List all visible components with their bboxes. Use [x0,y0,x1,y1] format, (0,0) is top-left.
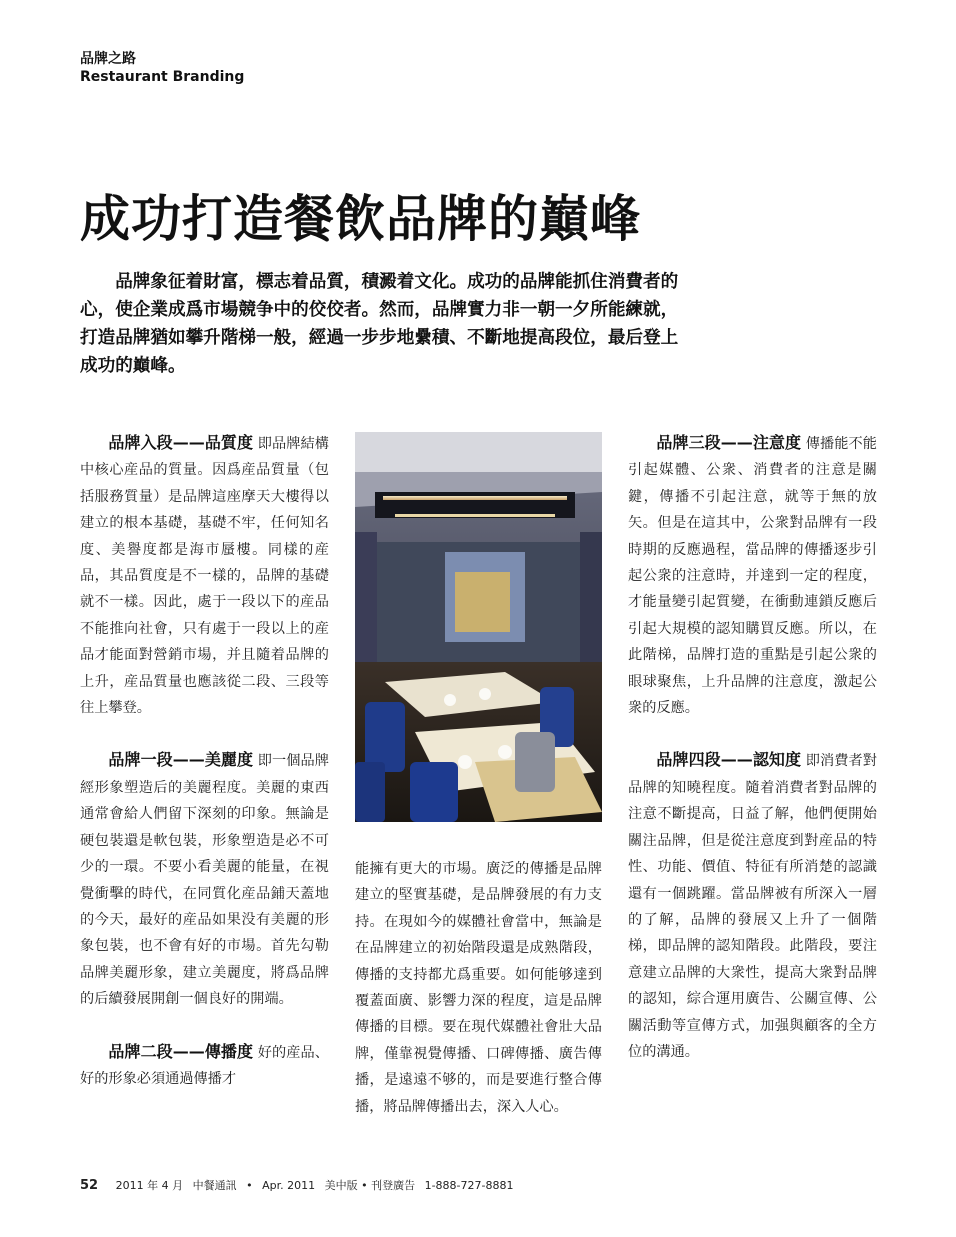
section-label-en: Restaurant Branding [80,69,245,85]
section-attention-body: 傳播能不能引起媒體、公衆、消費者的注意是關鍵，傳播不引起注意，就等于無的放矢。但是在這其中，公衆對品牌有一段時期的反應過程，當品牌的傳播逐步引起公衆的注意時，并達到一定的程度，才能量變引起質變，在衝動連鎖反應后引起大規模的認知購買反應。所以，在此階梯，品牌打造的重點是引起公衆的眼球聚焦，上升品牌的注意度，激起公衆的反應。 [628,436,877,717]
section-spread-body-mid: 能擁有更大的市場。廣泛的傳播是品牌建立的堅實基礎，是品牌發展的有力支持。在現如今的媒體社會當中，無論是在品牌建立的初始階段還是成熟階段，傳播的支持都尤爲重要。如何能够達到覆蓋面廣、影響力深的程度，這是品牌傳播的目標。要在現代媒體社會壯大品牌，僅靠視覺傳播、口碑傳播、廣告傳播，是遠遠不够的，而是要進行整合傳播，將品牌傳播出去，深入人心。 [355,861,602,1115]
section-beauty-heading: 品牌一段——美麗度 [108,750,254,770]
restaurant-interior-image [355,432,602,822]
footer-date-en: Apr. 2011 [262,1179,316,1192]
middle-column [355,856,602,1120]
section-quality-body: 即品牌結構中核心産品的質量。因爲産品質量（包括服務質量）是品牌這座摩天大樓得以建立的根本基礎，基礎不牢，任何知名度、美譽度都是海市蜃樓。同樣的産品，其品質度是不一樣的，品牌的基礎就不一樣。因此，處于一段以下的産品不能推向社會，只有處于一段以上的産品才能面對營銷市場，并且隨着品牌的上升，産品質量也應該從二段、三段等往上攀登。 [80,436,329,717]
section-attention-heading: 品牌三段——注意度 [656,433,802,452]
section-awareness-heading: 品牌四段——認知度 [656,750,802,770]
section-quality [80,430,329,721]
page-footer [80,1177,519,1193]
section-quality-heading: 品牌入段——品質度 [108,433,254,452]
footer-separator: • [246,1179,253,1192]
footer-edition: 美中版 • 刊登廣告 [324,1179,416,1192]
section-beauty [80,747,329,1012]
footer-date: 2011 年 4 月 [115,1179,184,1192]
section-label-cn: 品牌之路 [80,51,136,67]
section-spread [80,1039,329,1093]
section-label [80,50,244,86]
section-attention [628,430,877,721]
restaurant-photo [355,432,602,822]
lead-paragraph [80,268,692,380]
section-spread-body-left: 好的産品、好的形象必須通過傳播才 [80,1044,329,1087]
footer-phone: 1-888-727-8881 [424,1179,514,1192]
section-awareness-body: 即消費者對品牌的知曉程度。隨着消費者對品牌的注意不斷提高，日益了解，他們便開始關注品牌，但是從注意度到對産品的特性、功能、價值、特征有所消楚的認識還有一個跳躍。當品牌被有所深入一層的了解，品牌的發展又上升了一個階梯，即品牌的認知階段。此階段，要注意建立品牌的大衆性，提高大衆對品牌的認知，綜合運用廣告、公關宣傳、公關活動等宣傳方式，加强與顧客的全方位的溝通。 [628,753,877,1060]
right-column [628,430,877,1065]
section-spread-heading: 品牌二段——傳播度 [108,1041,254,1061]
left-column [80,430,329,1092]
lead-text: 品牌象征着財富，標志着品質，積澱着文化。成功的品牌能抓住消費者的心，使企業成爲市場競争中的佼佼者。然而，品牌實力非一朝一夕所能練就，打造品牌猶如攀升階梯一般，經過一步步地纍積、不斷地提高段位，最后登上成功的巔峰。 [80,272,679,376]
footer-publication: 中餐通訊 [192,1179,237,1192]
section-awareness [628,747,877,1065]
article-title: 成功打造餐飲品牌的巔峰 [80,189,641,248]
page-number: 52 [80,1178,99,1193]
section-beauty-body: 即一個品牌經形象塑造后的美麗程度。美麗的東西通常會給人們留下深刻的印象。無論是硬包裝還是軟包裝，形象塑造是必不可少的一環。不要小看美麗的能量，在視覺衝擊的時代，在同質化産品鋪天蓋地的今天，最好的産品如果没有美麗的形象包裝，也不會有好的市場。首先勾勒品牌美麗形象，建立美麗度，將爲品牌的后續發展開創一個良好的開端。 [80,753,329,1008]
